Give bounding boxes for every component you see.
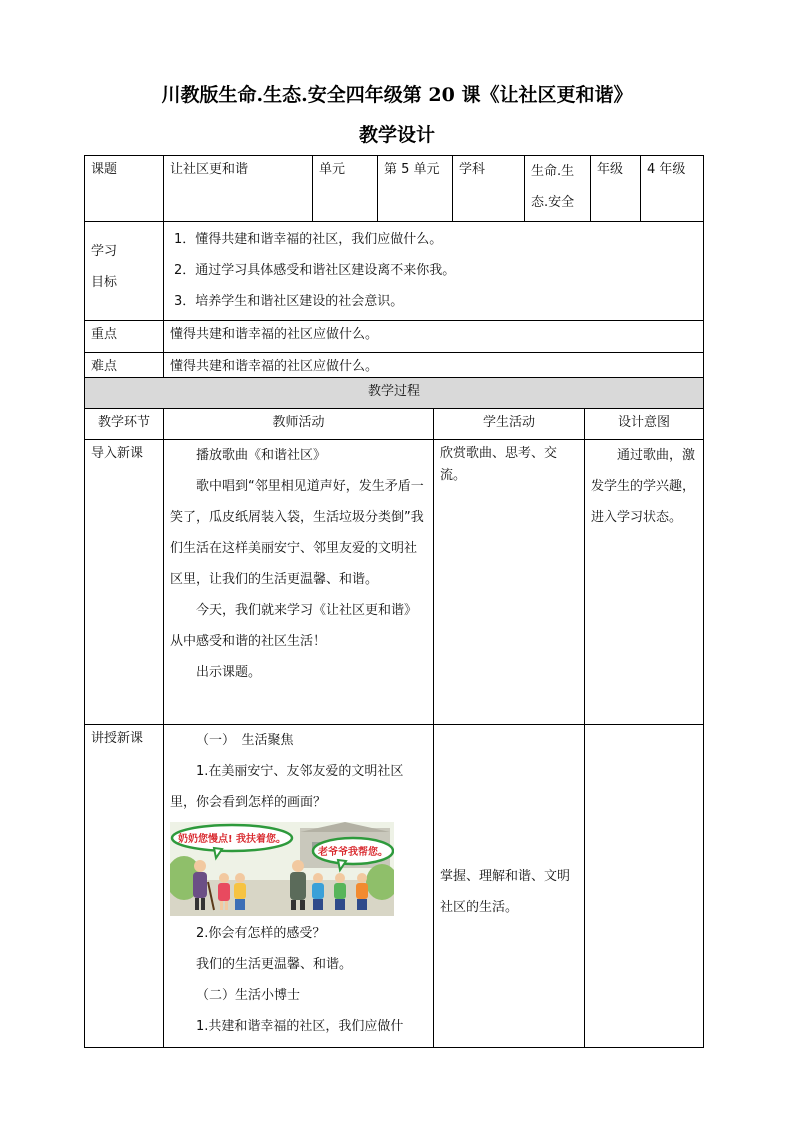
unit-value: 第 5 单元 <box>384 162 440 177</box>
key-point-value: 懂得共建和谐幸福的社区应做什么。 <box>170 327 379 342</box>
col-header-teacher: 教师活动 <box>272 415 325 430</box>
info-table <box>84 155 704 385</box>
objective-item: 1．懂得共建和谐幸福的社区，我们应做什么。 <box>174 232 443 247</box>
grade-label: 年级 <box>597 162 624 177</box>
intro-teacher-activity <box>164 440 433 691</box>
intro-paragraph: 出示课题。 <box>196 665 262 680</box>
bubble-right-text: 老爷爷我帮您。 <box>318 847 388 858</box>
new-lesson-student-activity <box>434 725 584 926</box>
document-subtitle: 教学设计 <box>358 124 435 146</box>
grade-value: 4 年级 <box>647 162 686 177</box>
intro-student-activity: 欣赏歌曲、思考、交流。 <box>440 446 558 483</box>
subject-value <box>525 156 590 221</box>
process-table <box>84 377 704 1048</box>
topic-value: 让社区更和谐 <box>170 162 249 177</box>
bubble-left-text: 奶奶您慢点! 我扶着您。 <box>177 834 287 845</box>
intro-paragraph: 播放歌曲《和谐社区》 <box>196 448 327 463</box>
child-figure <box>356 873 368 910</box>
subject-value-line2: 态.安全 <box>531 195 575 210</box>
section-heading: （二）生活小博士 <box>196 988 301 1003</box>
objectives-list <box>164 222 703 320</box>
intro-stage: 导入新课 <box>91 446 144 461</box>
objective-item: 2．通过学习具体感受和谐社区建设离不来你我。 <box>174 263 456 278</box>
col-header-student: 学生活动 <box>482 415 535 430</box>
question-text: 1.在美丽安宁、友邻友爱的文明社区里，你会看到怎样的画面？ <box>170 764 404 810</box>
question-text: 2.你会有怎样的感受？ <box>196 926 326 941</box>
child-figure <box>334 873 346 910</box>
unit-label: 单元 <box>319 162 346 177</box>
new-lesson-stage: 讲授新课 <box>91 731 144 746</box>
new-lesson-teacher-activity <box>164 725 433 1045</box>
difficult-point-label: 难点 <box>91 359 118 374</box>
boy-figure <box>234 873 246 910</box>
objectives-label-line1: 学习 <box>91 244 118 259</box>
child-figure <box>312 873 324 910</box>
subject-label: 学科 <box>459 162 486 177</box>
new-student-text: 掌握、理解和谐、文明社区的生活。 <box>440 869 571 915</box>
answer-text: 我们的生活更温馨、和谐。 <box>196 957 353 972</box>
document-title: 川教版生命.生态.安全四年级第 20 课《让社区更和谐》 <box>161 84 633 106</box>
objective-item: 3．培养学生和谐社区建设的社会意识。 <box>174 294 404 309</box>
key-point-label: 重点 <box>91 327 118 342</box>
intro-paragraph: 歌中唱到“邻里相见道声好，发生矛盾一笑了，瓜皮纸屑装入袋，生活垃圾分类倒”我们生活在这样美丽安宁、邻里友爱的文明社区里，让我们的生活更温馨、和谐。 <box>170 479 424 587</box>
objectives-label-line2: 目标 <box>91 275 118 290</box>
process-header: 教学过程 <box>368 384 421 399</box>
question-text: 1.共建和谐幸福的社区，我们应做什 <box>196 1019 404 1034</box>
topic-label: 课题 <box>91 162 118 177</box>
col-header-intent: 设计意图 <box>618 415 671 430</box>
subject-value-line1: 生命.生 <box>531 164 575 179</box>
intro-intent-text: 通过歌曲，激发学生的学兴趣，进入学习状态。 <box>591 448 696 525</box>
col-header-stage: 教学环节 <box>97 415 150 430</box>
section-heading: （一） 生活聚焦 <box>196 733 294 748</box>
objectives-label <box>85 222 163 301</box>
new-lesson-design-intent <box>585 725 703 731</box>
intro-design-intent <box>585 440 703 536</box>
difficult-point-value: 懂得共建和谐幸福的社区应做什么。 <box>170 359 379 374</box>
intro-paragraph: 今天，我们就来学习《让社区更和谐》从中感受和谐的社区生活！ <box>170 603 418 649</box>
community-illustration <box>170 822 394 916</box>
